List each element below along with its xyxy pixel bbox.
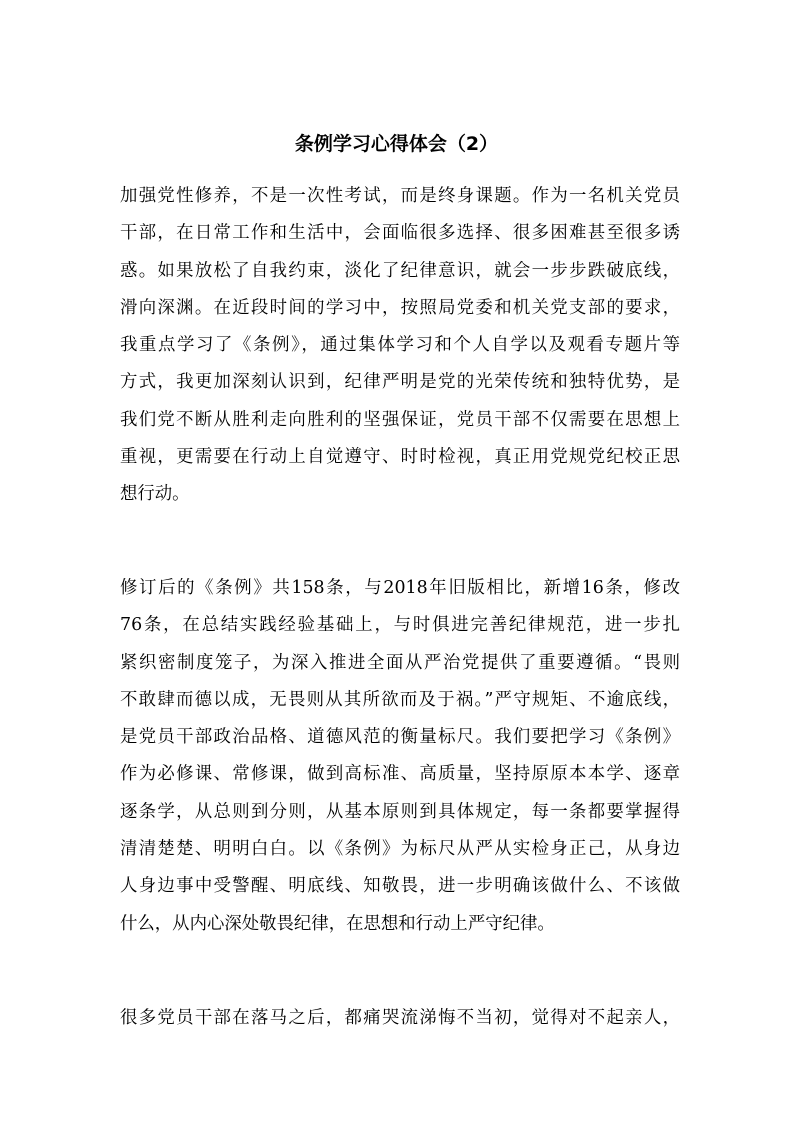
text-line: 加强党性修养，不是一次性考试，而是终身课题。作为一名机关党员 [120,186,680,206]
text-line: 逐条学，从总则到分则，从基本原则到具体规定，每一条都要掌握得 [120,801,680,822]
paragraph-2 [120,570,680,943]
text-line: 修订后的《条例》共158条，与2018年旧版相比，新增16条，修改 [120,578,680,598]
text-line: 惑。如果放松了自我约束，淡化了纪律意识，就会一步步跌破底线， [120,260,680,281]
text-line: 滑向深渊。在近段时间的学习中，按照局党委和机关党支部的要求， [120,297,680,318]
text-line: 干部，在日常工作和生活中，会面临很多选择、很多困难甚至很多诱 [120,223,680,244]
text-line: 清清楚楚、明明白白。以《条例》为标尺从严从实检身正己，从身边 [120,839,680,860]
text-line: 方式，我更加深刻认识到，纪律严明是党的光荣传统和独特优势，是 [120,372,680,393]
paragraph-3 [120,1000,680,1037]
text-line: 什么，从内心深处敬畏纪律，在思想和行动上严守纪律。 [120,913,555,934]
text-line: 我重点学习了《条例》，通过集体学习和个人自学以及观看专题片等 [120,335,680,356]
text-line: 重视，更需要在行动上自觉遵守、时时检视，真正用党规党纪校正思 [120,447,680,468]
paragraph-1 [120,178,680,514]
text-line: 作为必修课、常修课，做到高标准、高质量，坚持原原本本学、逐章 [120,764,680,785]
text-line: 很多党员干部在落马之后，都痛哭流涕悔不当初，觉得对不起亲人， [120,1008,680,1028]
text-line: 想行动。 [120,484,190,505]
document-title: 条例学习心得体会（2） [294,133,499,155]
text-line: 是党员干部政治品格、道德风范的衡量标尺。我们要把学习《条例》 [120,727,680,748]
text-line: 不敢肆而德以成，无畏则从其所欲而及于祸。”严守规矩、不逾底线， [120,689,680,710]
text-line: 紧织密制度笼子，为深入推进全面从严治党提供了重要遵循。“畏则 [120,652,680,673]
text-line: 人身边事中受警醒、明底线、知敬畏，进一步明确该做什么、不该做 [120,876,680,897]
text-line: 76条，在总结实践经验基础上，与时俱进完善纪律规范，进一步扎 [120,615,680,636]
text-line: 我们党不断从胜利走向胜利的坚强保证，党员干部不仅需要在思想上 [120,409,680,430]
